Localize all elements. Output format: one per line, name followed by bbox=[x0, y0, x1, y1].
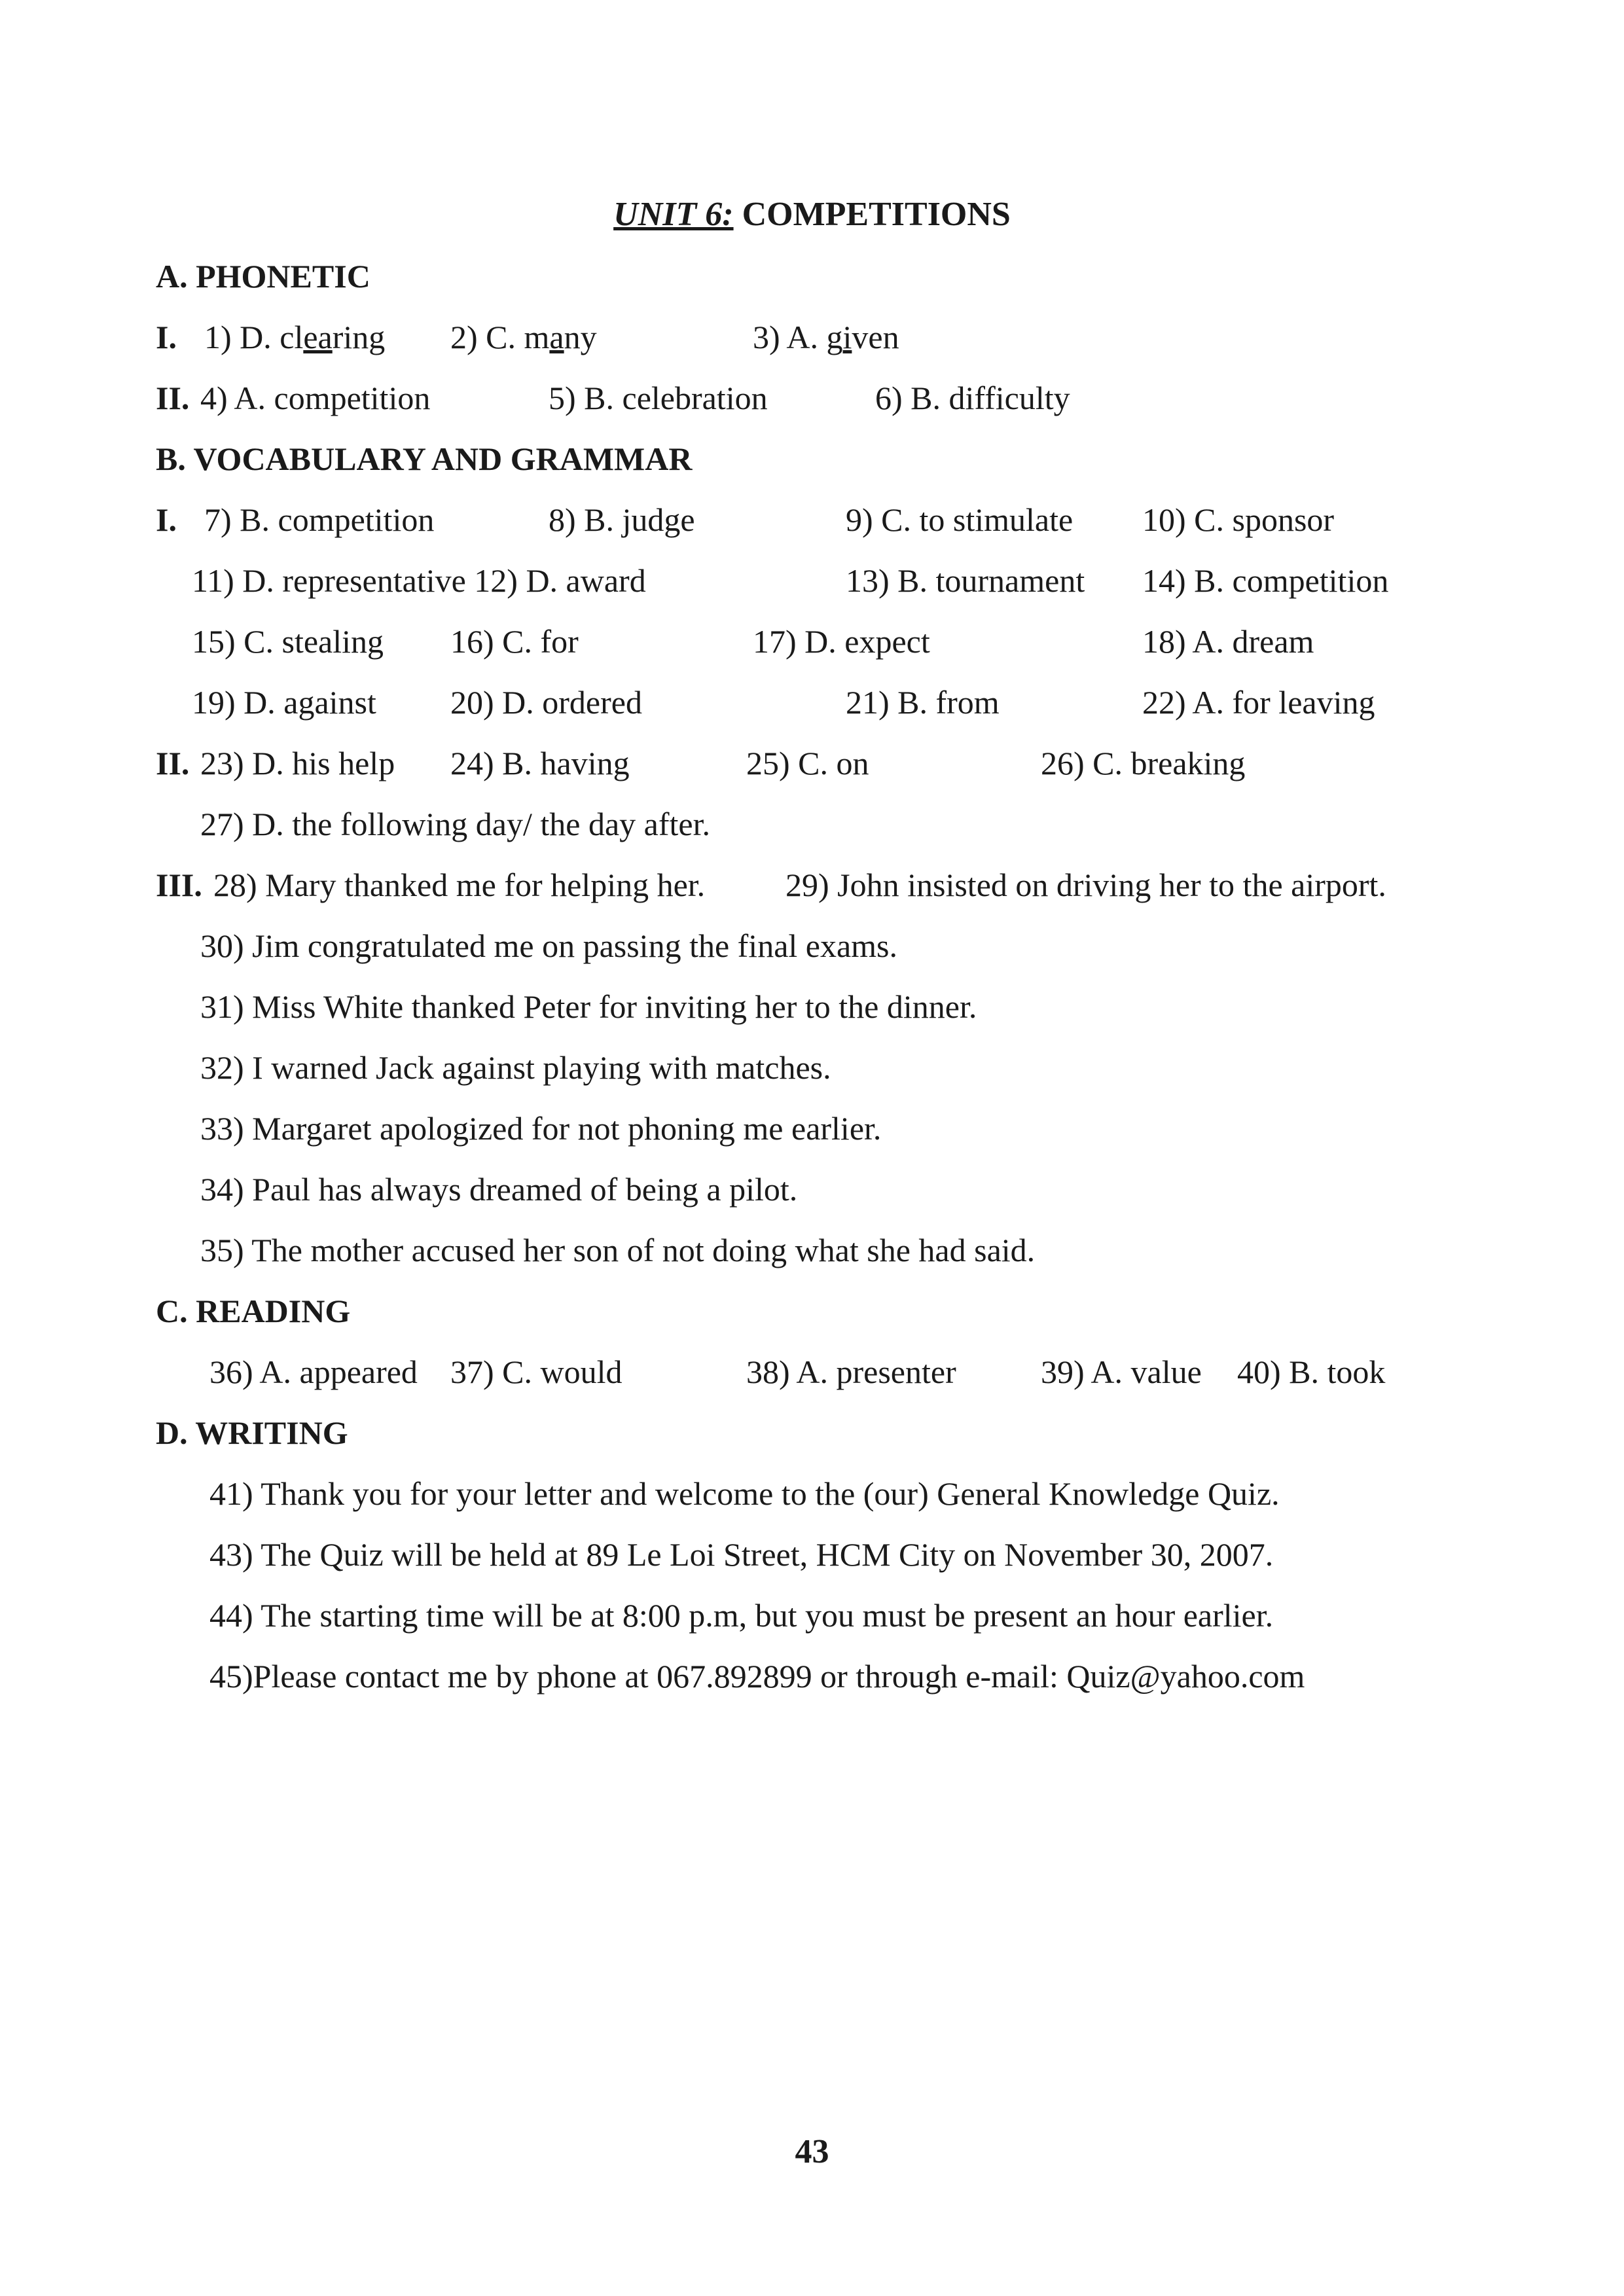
answer-1: 1) D. clearing bbox=[204, 319, 386, 355]
part-label: I. bbox=[156, 319, 177, 355]
answer-17: 17) D. expect bbox=[753, 623, 930, 660]
answer-43: 43) The Quiz will be held at 89 Le Loi Street, HCM City on November 30, 2007. bbox=[209, 1536, 1274, 1573]
answer-39: 39) A. value bbox=[1041, 1354, 1202, 1390]
answer-5: 5) B. celebration bbox=[549, 380, 768, 416]
answer-30: 30) Jim congratulated me on passing the final exams. bbox=[200, 927, 898, 964]
answer-41: 41) Thank you for your letter and welcome to the (our) General Knowledge Quiz. bbox=[209, 1475, 1280, 1512]
unit-topic: COMPETITIONS bbox=[742, 196, 1011, 233]
answer-25: 25) C. on bbox=[746, 745, 869, 781]
page-number: 43 bbox=[795, 2133, 829, 2170]
vocab-part-2-label: II. bbox=[156, 745, 190, 781]
answer-29: 29) John insisted on driving her to the airport. bbox=[785, 867, 1386, 903]
section-a-heading: A. PHONETIC bbox=[156, 258, 370, 295]
answer-13: 13) B. tournament bbox=[846, 562, 1085, 599]
answer-35: 35) The mother accused her son of not doing what she had said. bbox=[200, 1232, 1036, 1268]
answer-4: 4) A. competition bbox=[200, 380, 431, 416]
answer-45: 45)Please contact me by phone at 067.892899 or through e-mail: Quiz@yahoo.com bbox=[209, 1658, 1305, 1695]
answer-28: 28) Mary thanked me for helping her. bbox=[213, 867, 706, 903]
answer-6: 6) B. difficulty bbox=[875, 380, 1070, 416]
answer-24: 24) B. having bbox=[450, 745, 630, 781]
answer-31: 31) Miss White thanked Peter for inviting her to the dinner. bbox=[200, 988, 977, 1025]
answer-10: 10) C. sponsor bbox=[1142, 501, 1335, 538]
vocab-part-3-label: III. bbox=[156, 867, 202, 903]
answer-19: 19) D. against bbox=[192, 684, 376, 721]
answer-2: 2) C. many bbox=[450, 319, 597, 355]
answer-16: 16) C. for bbox=[450, 623, 579, 660]
answer-22: 22) A. for leaving bbox=[1142, 684, 1375, 721]
answer-21: 21) B. from bbox=[846, 684, 1000, 721]
answer-44: 44) The starting time will be at 8:00 p.m, but you must be present an hour earlier. bbox=[209, 1597, 1274, 1634]
page-title bbox=[0, 195, 1624, 234]
unit-label: UNIT 6: bbox=[613, 196, 734, 233]
answer-26: 26) C. breaking bbox=[1041, 745, 1246, 781]
phonetic-part-1-label bbox=[156, 317, 177, 357]
vocab-part-1-label: I. bbox=[156, 501, 177, 538]
answer-20: 20) D. ordered bbox=[450, 684, 642, 721]
answer-8: 8) B. judge bbox=[549, 501, 695, 538]
answer-36: 36) A. appeared bbox=[209, 1354, 418, 1390]
answer-11-12: 11) D. representative 12) D. award bbox=[192, 562, 646, 599]
answer-38: 38) A. presenter bbox=[746, 1354, 956, 1390]
section-b-heading: B. VOCABULARY AND GRAMMAR bbox=[156, 440, 693, 477]
answer-23: 23) D. his help bbox=[200, 745, 395, 781]
answer-9: 9) C. to stimulate bbox=[846, 501, 1074, 538]
answer-32: 32) I warned Jack against playing with matches. bbox=[200, 1049, 831, 1086]
section-c-heading: C. READING bbox=[156, 1293, 351, 1329]
phonetic-part-2-label: II. bbox=[156, 380, 190, 416]
answer-27: 27) D. the following day/ the day after. bbox=[200, 806, 710, 842]
answer-7: 7) B. competition bbox=[204, 501, 435, 538]
section-d-heading: D. WRITING bbox=[156, 1414, 348, 1451]
answer-14: 14) B. competition bbox=[1142, 562, 1389, 599]
answer-33: 33) Margaret apologized for not phoning me earlier. bbox=[200, 1110, 882, 1147]
answer-18: 18) A. dream bbox=[1142, 623, 1314, 660]
answer-37: 37) C. would bbox=[450, 1354, 623, 1390]
answer-40: 40) B. took bbox=[1237, 1354, 1386, 1390]
answer-3: 3) A. given bbox=[753, 319, 899, 355]
answer-34: 34) Paul has always dreamed of being a pilot. bbox=[200, 1171, 798, 1208]
answer-15: 15) C. stealing bbox=[192, 623, 384, 660]
